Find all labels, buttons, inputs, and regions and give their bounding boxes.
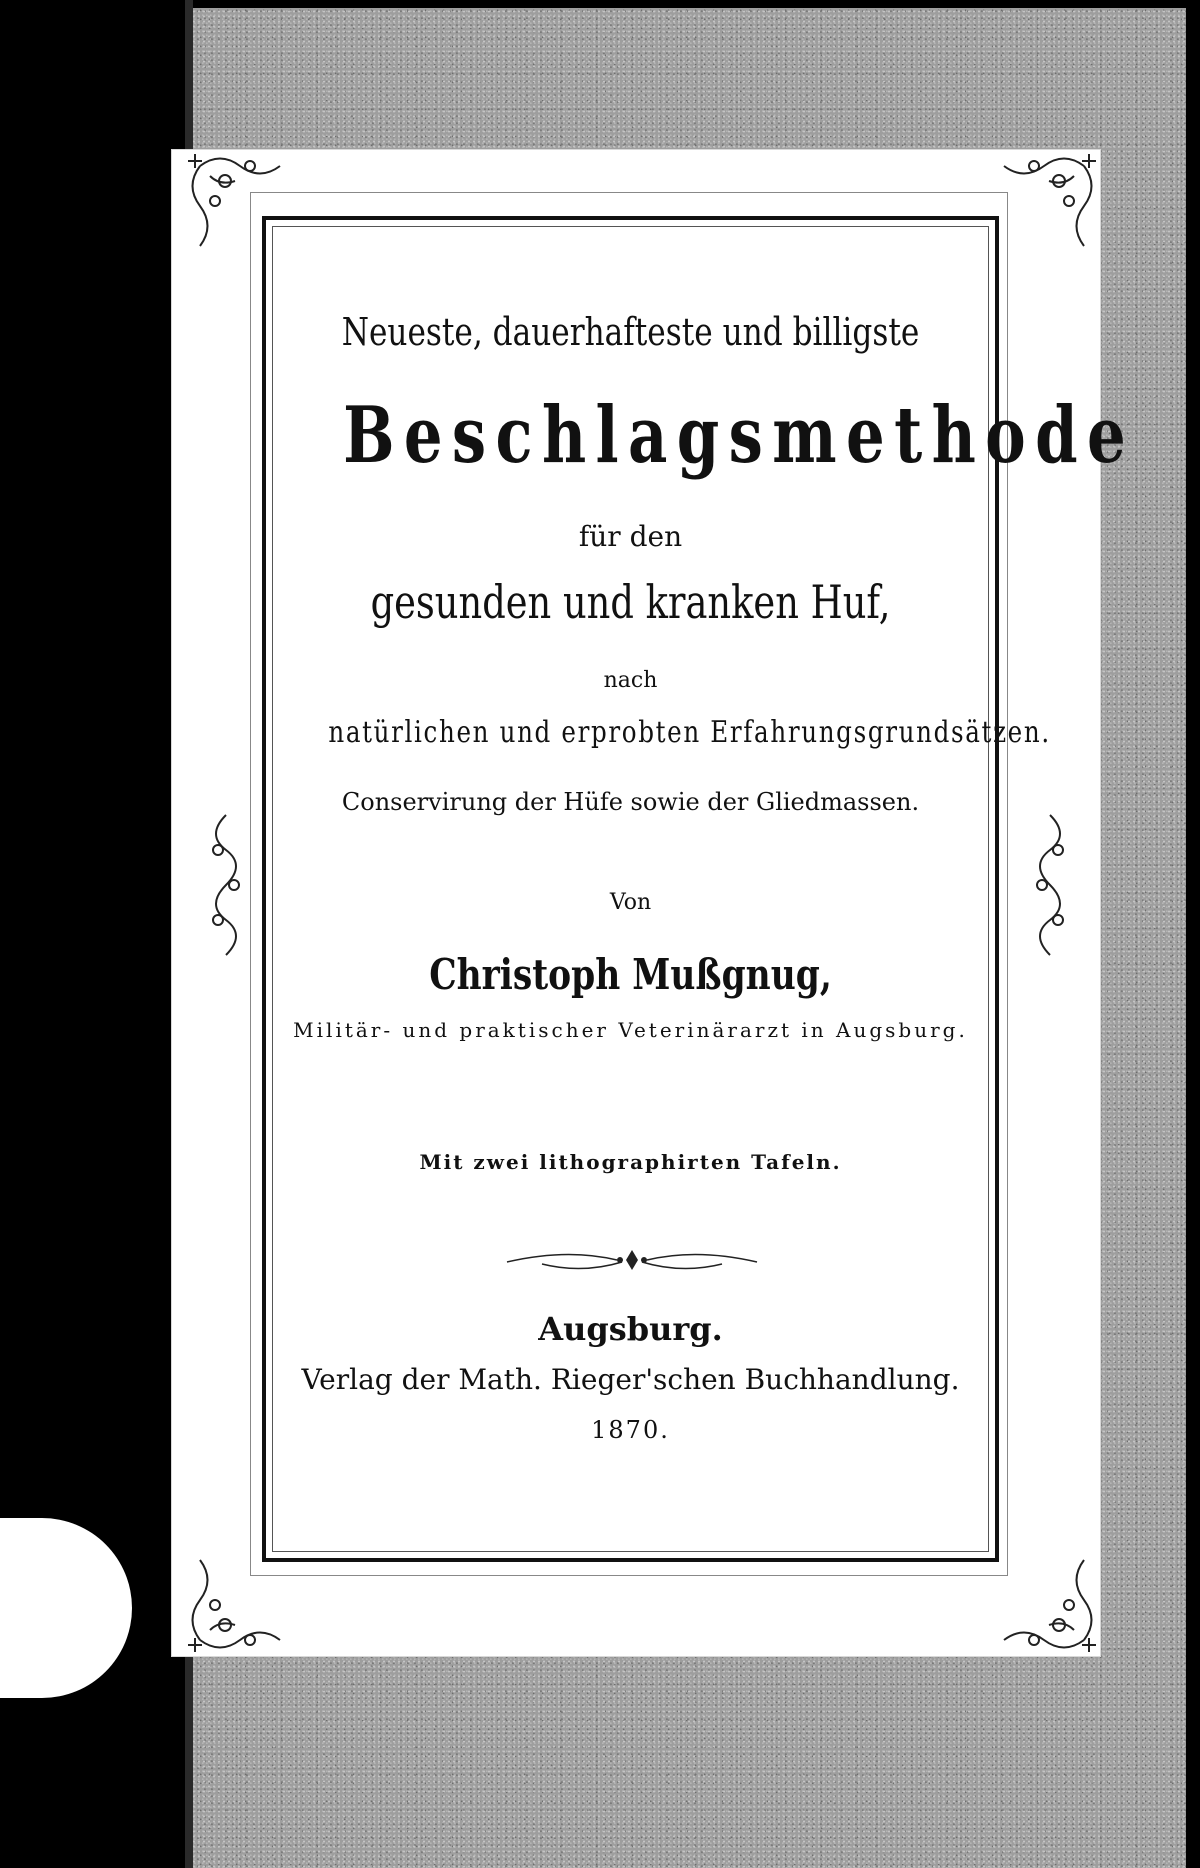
board-top-edge — [193, 0, 1200, 8]
main-title: Beschlagsmethode — [343, 390, 1136, 481]
headline: Neueste, dauerhafteste und billigste — [341, 310, 920, 354]
conservation-line: Conservirung der Hüfe sowie der Gliedmassen. — [341, 788, 920, 816]
publication-year: 1870. — [591, 1416, 670, 1444]
corner-flourish-icon — [984, 1540, 1104, 1660]
method-line: natürlichen und erprobten Erfahrungsgrundsätzen. — [328, 715, 1051, 750]
corner-flourish-icon — [180, 146, 300, 266]
corner-flourish-icon — [180, 1540, 300, 1660]
side-flourish-icon — [196, 810, 256, 960]
side-flourish-icon — [1020, 810, 1080, 960]
author-role: Militär- und praktischer Veterinärarzt in Augsburg. — [293, 1018, 968, 1042]
plates-note: Mit zwei lithographirten Tafeln. — [419, 1150, 842, 1174]
divider-ornament-icon — [502, 1240, 762, 1280]
connector-fuer: für den — [578, 520, 683, 553]
publisher-line: Verlag der Math. Rieger'schen Buchhandlung. — [301, 1363, 960, 1396]
connector-nach: nach — [603, 668, 658, 693]
author-name: Christoph Mußgnug, — [429, 950, 832, 999]
subject-line: gesunden und kranken Huf, — [370, 575, 891, 629]
title-label — [172, 150, 1136, 1656]
corner-flourish-icon — [984, 146, 1104, 266]
publication-city: Augsburg. — [538, 1310, 723, 1348]
board-edge — [1186, 0, 1200, 1868]
by-line: Von — [609, 890, 652, 915]
